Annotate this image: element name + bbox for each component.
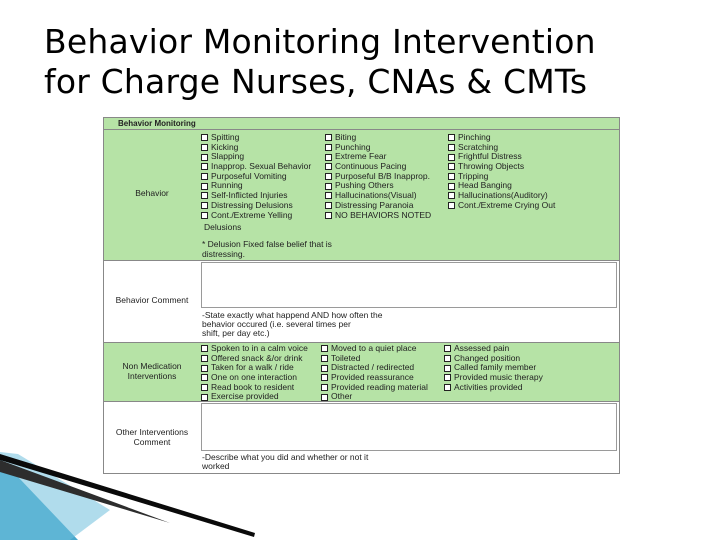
checkbox-label: Head Banging xyxy=(458,180,512,191)
checkbox[interactable] xyxy=(325,154,332,161)
delusions-label: Delusions xyxy=(204,222,242,232)
checkbox[interactable] xyxy=(325,202,332,209)
checkbox-label: Tripping xyxy=(458,170,489,181)
checkbox-label: Hallucinations(Auditory) xyxy=(458,190,548,201)
checkbox[interactable] xyxy=(325,173,332,180)
behavior-column-2 xyxy=(325,133,431,220)
checkbox[interactable] xyxy=(321,365,328,372)
slide-title-line-1: Behavior Monitoring Intervention xyxy=(44,22,596,61)
checkbox-label: Cont./Extreme Crying Out xyxy=(458,199,556,210)
checkbox[interactable] xyxy=(444,345,451,352)
checkbox-label: Continuous Pacing xyxy=(335,161,407,172)
checkbox-label: Inapprop. Sexual Behavior xyxy=(211,161,312,172)
checkbox-label: Purposeful B/B Inapprop. xyxy=(335,170,430,181)
checkbox[interactable] xyxy=(448,173,455,180)
checkbox-label: Offered snack &/or drink xyxy=(211,352,303,363)
checkbox-label: Kicking xyxy=(211,141,239,152)
slide-title xyxy=(44,22,704,102)
checkbox-label: Spoken to in a calm voice xyxy=(211,343,308,353)
checkbox[interactable] xyxy=(448,192,455,199)
checkbox[interactable] xyxy=(201,384,208,391)
checkbox[interactable] xyxy=(201,154,208,161)
checkbox[interactable] xyxy=(448,202,455,209)
checkbox[interactable] xyxy=(201,212,208,219)
checkbox[interactable] xyxy=(325,183,332,190)
checkbox[interactable] xyxy=(448,163,455,170)
checkbox-label: Distracted / redirected xyxy=(331,362,415,373)
checkbox[interactable] xyxy=(448,134,455,141)
checkbox-label: Slapping xyxy=(211,151,245,162)
checkbox[interactable] xyxy=(325,134,332,141)
non-med-section xyxy=(104,343,619,402)
checkbox-label: Activities provided xyxy=(454,381,523,392)
checkbox-label: Distressing Paranoia xyxy=(335,199,414,210)
checkbox-option[interactable] xyxy=(201,392,308,402)
non-med-column-1 xyxy=(201,344,308,402)
delusion-note-line-2: distressing. xyxy=(202,249,245,259)
checkbox[interactable] xyxy=(444,374,451,381)
checkbox[interactable] xyxy=(321,355,328,362)
behavior-label: Behavior xyxy=(135,188,169,198)
other-interventions-hint-2: worked xyxy=(202,461,230,471)
checkbox[interactable] xyxy=(201,394,208,401)
behavior-comment-hint-1: -State exactly what happend AND how often the xyxy=(202,310,383,320)
behavior-comment-hint-2: behavior occured (i.e. several times per xyxy=(202,319,351,329)
checkbox-label: Taken for a walk / ride xyxy=(211,362,294,373)
decorative-ribbon xyxy=(0,440,270,540)
checkbox-label: Cont./Extreme Yelling xyxy=(211,209,293,220)
checkbox-label: Provided reading material xyxy=(331,381,428,392)
behavior-comment-hint-3: shift, per day etc.) xyxy=(202,328,270,338)
checkbox[interactable] xyxy=(321,374,328,381)
behavior-column-3 xyxy=(448,133,555,211)
checkbox-label: Other xyxy=(331,391,353,402)
checkbox-option[interactable] xyxy=(325,211,431,221)
checkbox-label: Moved to a quiet place xyxy=(331,343,417,353)
checkbox-label: Exercise provided xyxy=(211,391,279,402)
behavior-section xyxy=(104,130,619,261)
checkbox-label: Assessed pain xyxy=(454,343,510,353)
checkbox-option[interactable] xyxy=(444,383,543,393)
behavior-comment-label: Behavior Comment xyxy=(115,295,189,305)
checkbox-label: Punching xyxy=(335,141,371,152)
checkbox[interactable] xyxy=(448,144,455,151)
checkbox[interactable] xyxy=(201,345,208,352)
other-interventions-label-line-2: Comment xyxy=(133,437,171,447)
checkbox[interactable] xyxy=(201,374,208,381)
slide-title-line-2: for Charge Nurses, CNAs & CMTs xyxy=(44,62,588,101)
behavior-column-1 xyxy=(201,133,311,220)
checkbox[interactable] xyxy=(201,192,208,199)
checkbox-option[interactable] xyxy=(321,392,428,402)
checkbox[interactable] xyxy=(201,355,208,362)
checkbox-label: Pushing Others xyxy=(335,180,394,191)
checkbox-label: One on one interaction xyxy=(211,372,298,383)
checkbox[interactable] xyxy=(201,144,208,151)
checkbox-label: Extreme Fear xyxy=(335,151,387,162)
checkbox[interactable] xyxy=(444,384,451,391)
checkbox-label: Called family member xyxy=(454,362,537,373)
checkbox-label: Self-Inflicted Injuries xyxy=(211,190,288,201)
checkbox-label: Running xyxy=(211,180,243,191)
checkbox[interactable] xyxy=(201,173,208,180)
checkbox-label: Provided music therapy xyxy=(454,372,543,383)
checkbox-label: Distressing Delusions xyxy=(211,199,293,210)
checkbox-option[interactable] xyxy=(448,201,555,211)
form-header: Behavior Monitoring xyxy=(104,118,619,130)
checkbox-label: Frightful Distress xyxy=(458,151,522,162)
checkbox-label: Pinching xyxy=(458,132,491,142)
checkbox[interactable] xyxy=(201,183,208,190)
checkbox[interactable] xyxy=(444,355,451,362)
checkbox-label: Changed position xyxy=(454,352,521,363)
checkbox[interactable] xyxy=(201,163,208,170)
checkbox[interactable] xyxy=(321,384,328,391)
other-interventions-hint-1: -Describe what you did and whether or not it xyxy=(202,452,369,462)
checkbox[interactable] xyxy=(321,394,328,401)
checkbox[interactable] xyxy=(325,144,332,151)
checkbox[interactable] xyxy=(321,345,328,352)
delusion-note-line-1: * Delusion Fixed false belief that is xyxy=(202,239,332,249)
non-med-label-line-1: Non Medication xyxy=(122,361,182,371)
checkbox[interactable] xyxy=(201,365,208,372)
checkbox-label: NO BEHAVIORS NOTED xyxy=(335,209,432,220)
checkbox-label: Hallucinations(Visual) xyxy=(335,190,417,201)
behavior-monitoring-form xyxy=(103,117,620,474)
checkbox[interactable] xyxy=(444,365,451,372)
non-med-column-2 xyxy=(321,344,428,402)
checkbox[interactable] xyxy=(201,202,208,209)
other-interventions-label-line-1: Other Interventions xyxy=(115,427,189,437)
checkbox-label: Spitting xyxy=(211,132,240,142)
checkbox-label: Biting xyxy=(335,132,357,142)
checkbox-label: Read book to resident xyxy=(211,381,295,392)
non-med-label-line-2: Interventions xyxy=(127,371,177,381)
checkbox-label: Toileted xyxy=(331,352,361,363)
checkbox[interactable] xyxy=(325,212,332,219)
checkbox[interactable] xyxy=(448,154,455,161)
checkbox[interactable] xyxy=(325,163,332,170)
behavior-comment-section xyxy=(104,261,619,343)
checkbox-label: Scratching xyxy=(458,141,499,152)
checkbox[interactable] xyxy=(325,192,332,199)
checkbox-label: Provided reassurance xyxy=(331,372,414,383)
checkbox-option[interactable] xyxy=(201,211,311,221)
checkbox[interactable] xyxy=(448,183,455,190)
checkbox-label: Purposeful Vomiting xyxy=(211,170,287,181)
checkbox-label: Throwing Objects xyxy=(458,161,525,172)
behavior-comment-input[interactable] xyxy=(201,262,617,308)
checkbox[interactable] xyxy=(201,134,208,141)
non-med-column-3 xyxy=(444,344,543,392)
